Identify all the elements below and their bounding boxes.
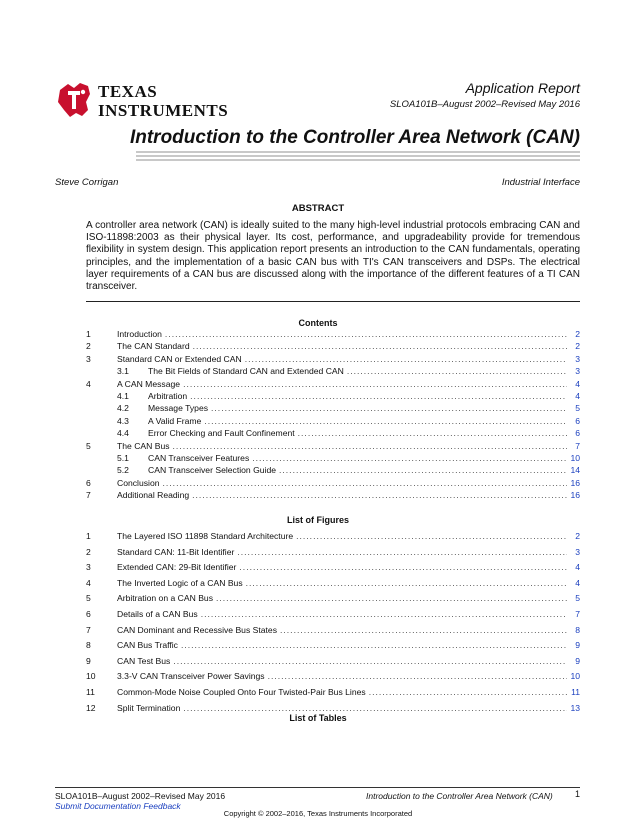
- figure-entry-label: CAN Test Bus: [117, 655, 171, 666]
- toc-entry-label: A Valid Frame: [148, 415, 202, 426]
- toc-entry-page-link[interactable]: 3: [575, 366, 580, 377]
- toc-entry[interactable]: [86, 402, 580, 414]
- figure-entry[interactable]: [86, 545, 580, 561]
- dot-leader: [252, 452, 567, 464]
- toc-entry[interactable]: [86, 464, 580, 476]
- figure-entry-page-link[interactable]: 4: [575, 577, 580, 588]
- dot-leader: [201, 607, 567, 623]
- toc-entry[interactable]: [86, 365, 580, 377]
- toc-entry-number: 5: [86, 440, 91, 451]
- dot-leader: [347, 365, 567, 377]
- brand-line-2: INSTRUMENTS: [98, 101, 229, 120]
- figure-entry-number: 5: [86, 593, 91, 604]
- toc-entry-label: Introduction: [117, 329, 162, 339]
- figure-entry-page-link[interactable]: 2: [575, 531, 580, 541]
- abstract-divider: [86, 301, 580, 302]
- dot-leader: [193, 340, 567, 352]
- toc-entry-page-link[interactable]: 3: [575, 353, 580, 364]
- figure-entry[interactable]: [86, 654, 580, 670]
- toc-entry-page-link[interactable]: 6: [575, 415, 580, 426]
- footer-doc-number: SLOA101B–August 2002–Revised May 2016: [55, 791, 226, 801]
- dot-leader: [246, 576, 567, 592]
- toc-entry-number: 3.1: [117, 366, 129, 377]
- figures-list: [86, 529, 580, 716]
- toc-entry-page-link[interactable]: 4: [575, 390, 580, 401]
- toc-entry-label: Arbitration: [148, 390, 188, 401]
- dot-leader: [216, 591, 567, 607]
- figure-entry-label: 3.3-V CAN Transceiver Power Savings: [117, 671, 265, 682]
- toc-entry[interactable]: [86, 452, 580, 464]
- figure-entry-page-link[interactable]: 7: [575, 608, 580, 619]
- toc-entry-page-link[interactable]: 2: [575, 341, 580, 352]
- dot-leader: [268, 669, 567, 685]
- figure-entry-number: 4: [86, 577, 91, 588]
- figure-entry-label: Extended CAN: 29-Bit Identifier: [117, 562, 237, 573]
- dot-leader: [280, 623, 567, 639]
- figure-entry-number: 1: [86, 531, 91, 541]
- toc-entry[interactable]: [86, 477, 580, 489]
- toc-entry[interactable]: [86, 328, 580, 340]
- figure-entry-page-link[interactable]: 13: [570, 702, 580, 713]
- toc-entry-label: Message Types: [148, 403, 209, 414]
- toc-entry[interactable]: [86, 415, 580, 427]
- figure-entry-page-link[interactable]: 4: [575, 562, 580, 573]
- figure-entry-page-link[interactable]: 3: [575, 546, 580, 557]
- tables-heading: List of Tables: [289, 713, 347, 723]
- toc-entry[interactable]: [86, 353, 580, 365]
- toc-entry-page-link[interactable]: 7: [575, 440, 580, 451]
- toc-entry-number: 4.3: [117, 415, 129, 426]
- figure-entry[interactable]: [86, 529, 580, 545]
- toc-entry-label: Additional Reading: [117, 490, 190, 501]
- toc-entry-page-link[interactable]: 5: [575, 403, 580, 414]
- figure-entry-number: 11: [86, 686, 95, 697]
- dot-leader: [237, 545, 567, 561]
- figure-entry-label: Arbitration on a CAN Bus: [117, 593, 214, 604]
- toc-entry-page-link[interactable]: 14: [570, 465, 580, 476]
- copyright: Copyright © 2002–2016, Texas Instruments Incorporated: [223, 809, 413, 818]
- dot-leader: [296, 529, 567, 545]
- figure-entry-page-link[interactable]: 11: [571, 686, 580, 697]
- figure-entry-label: CAN Dominant and Recessive Bus States: [117, 624, 278, 635]
- toc-entry-label: Standard CAN or Extended CAN: [117, 353, 242, 364]
- figure-entry-number: 3: [86, 562, 91, 573]
- figure-entry-page-link[interactable]: 5: [575, 593, 580, 604]
- toc-entry[interactable]: [86, 427, 580, 439]
- contents-heading: Contents: [298, 318, 338, 328]
- dot-leader: [190, 390, 567, 402]
- toc-entry-page-link[interactable]: 16: [570, 477, 580, 488]
- toc-entry-number: 4.2: [117, 403, 129, 414]
- toc-entry-label: Conclusion: [117, 477, 160, 488]
- figure-entry[interactable]: [86, 685, 580, 701]
- figure-entry-label: The Inverted Logic of a CAN Bus: [117, 577, 243, 588]
- dot-leader: [369, 685, 567, 701]
- figure-entry[interactable]: [86, 576, 580, 592]
- figure-entry-label: CAN Bus Traffic: [117, 640, 178, 651]
- figure-entry[interactable]: [86, 591, 580, 607]
- toc-entry-page-link[interactable]: 6: [575, 428, 580, 439]
- toc-entry-label: CAN Transceiver Selection Guide: [148, 465, 277, 476]
- contents-list: [86, 328, 580, 501]
- figure-entry-label: Standard CAN: 11-Bit Identifier: [117, 546, 235, 557]
- title-rule: [136, 151, 580, 165]
- figures-heading: List of Figures: [286, 515, 349, 525]
- toc-entry-label: The CAN Standard: [117, 341, 190, 352]
- toc-entry-number: 6: [86, 477, 91, 488]
- dot-leader: [181, 638, 567, 654]
- figure-entry-page-link[interactable]: 9: [575, 655, 580, 666]
- abstract-text: A controller area network (CAN) is ideally suited to the many high-level industrial protocols embracing CAN and ISO-11898:2003 as their physical layer. Its cost, performance, and upgradeability provide for tremendous flexibility in system design. This application report presents an introduction to the CAN fundamentals, operating principles, and the implementation of a basic CAN bus with TI's CAN transceivers and DSPs. The electrical layer requirements of a CAN bus are discussed along with the importance of the different features of a TI CAN transceiver.: [86, 220, 580, 293]
- toc-entry[interactable]: [86, 489, 580, 501]
- author: Steve Corrigan: [55, 177, 119, 188]
- figure-entry-page-link[interactable]: 8: [575, 624, 580, 635]
- department: Industrial Interface: [501, 177, 580, 188]
- report-type: Application Report: [465, 80, 580, 96]
- figure-entry-number: 7: [86, 624, 91, 635]
- toc-entry[interactable]: [86, 378, 580, 390]
- brand-wordmark: [98, 83, 228, 119]
- document-title: Introduction to the Controller Area Network (CAN): [129, 127, 580, 148]
- figure-entry-number: 6: [86, 608, 91, 619]
- toc-entry-page-link[interactable]: 2: [575, 329, 580, 339]
- dot-leader: [183, 378, 567, 390]
- toc-entry-page-link[interactable]: 10: [570, 452, 580, 463]
- abstract-heading: ABSTRACT: [291, 203, 345, 214]
- dot-leader: [192, 489, 567, 501]
- toc-entry-number: 5.1: [117, 452, 129, 463]
- figure-entry-page-link[interactable]: 9: [575, 640, 580, 651]
- figure-entry[interactable]: [86, 607, 580, 623]
- dot-leader: [173, 654, 567, 670]
- toc-entry-number: 2: [86, 341, 91, 352]
- dot-leader: [245, 353, 567, 365]
- dot-leader: [298, 427, 567, 439]
- toc-entry-label: The Bit Fields of Standard CAN and Extended CAN: [148, 366, 344, 377]
- figure-entry-number: 8: [86, 640, 91, 651]
- dot-leader: [239, 560, 567, 576]
- figure-entry[interactable]: [86, 638, 580, 654]
- page-number: 1: [574, 789, 580, 799]
- figure-entry-page-link[interactable]: 10: [570, 671, 580, 682]
- toc-entry[interactable]: [86, 440, 580, 452]
- document-number: SLOA101B–August 2002–Revised May 2016: [389, 99, 580, 110]
- figure-entry-label: Details of a CAN Bus: [117, 608, 198, 619]
- figure-entry-label: The Layered ISO 11898 Standard Architecture: [117, 531, 294, 541]
- toc-entry[interactable]: [86, 390, 580, 402]
- figure-entry-label: Split Termination: [117, 702, 181, 713]
- toc-entry-label: Error Checking and Fault Confinement: [148, 428, 295, 439]
- figure-entry-number: 2: [86, 546, 91, 557]
- brand-line-1: TEXAS: [98, 82, 158, 101]
- figure-entry-label: Common-Mode Noise Coupled Onto Four Twisted-Pair Bus Lines: [117, 686, 366, 697]
- dot-leader: [165, 328, 567, 340]
- toc-entry-page-link[interactable]: 4: [575, 378, 580, 389]
- figure-entry-number: 10: [86, 671, 96, 682]
- dot-leader: [204, 415, 567, 427]
- toc-entry-number: 1: [86, 329, 91, 339]
- figure-entry-number: 9: [86, 655, 91, 666]
- toc-entry-label: The CAN Bus: [117, 440, 170, 451]
- toc-entry[interactable]: [86, 340, 580, 352]
- dot-leader: [279, 464, 567, 476]
- figure-entry[interactable]: [86, 623, 580, 639]
- toc-entry-label: CAN Transceiver Features: [148, 452, 250, 463]
- dot-leader: [211, 402, 567, 414]
- figure-entry[interactable]: [86, 560, 580, 576]
- figure-entry-number: 12: [86, 702, 96, 713]
- figure-entry[interactable]: [86, 669, 580, 685]
- toc-entry-number: 4: [86, 378, 91, 389]
- toc-entry-number: 4.4: [117, 428, 129, 439]
- feedback-link[interactable]: Submit Documentation Feedback: [55, 801, 181, 811]
- toc-entry-page-link[interactable]: 16: [570, 490, 580, 501]
- dot-leader: [163, 477, 567, 489]
- toc-entry-number: 7: [86, 490, 91, 501]
- footer-title: Introduction to the Controller Area Network (CAN): [366, 791, 553, 801]
- footer-divider: [55, 787, 580, 788]
- toc-entry-number: 4.1: [117, 390, 129, 401]
- toc-entry-number: 3: [86, 353, 91, 364]
- toc-entry-number: 5.2: [117, 465, 129, 476]
- dot-leader: [173, 440, 567, 452]
- toc-entry-label: A CAN Message: [117, 378, 181, 389]
